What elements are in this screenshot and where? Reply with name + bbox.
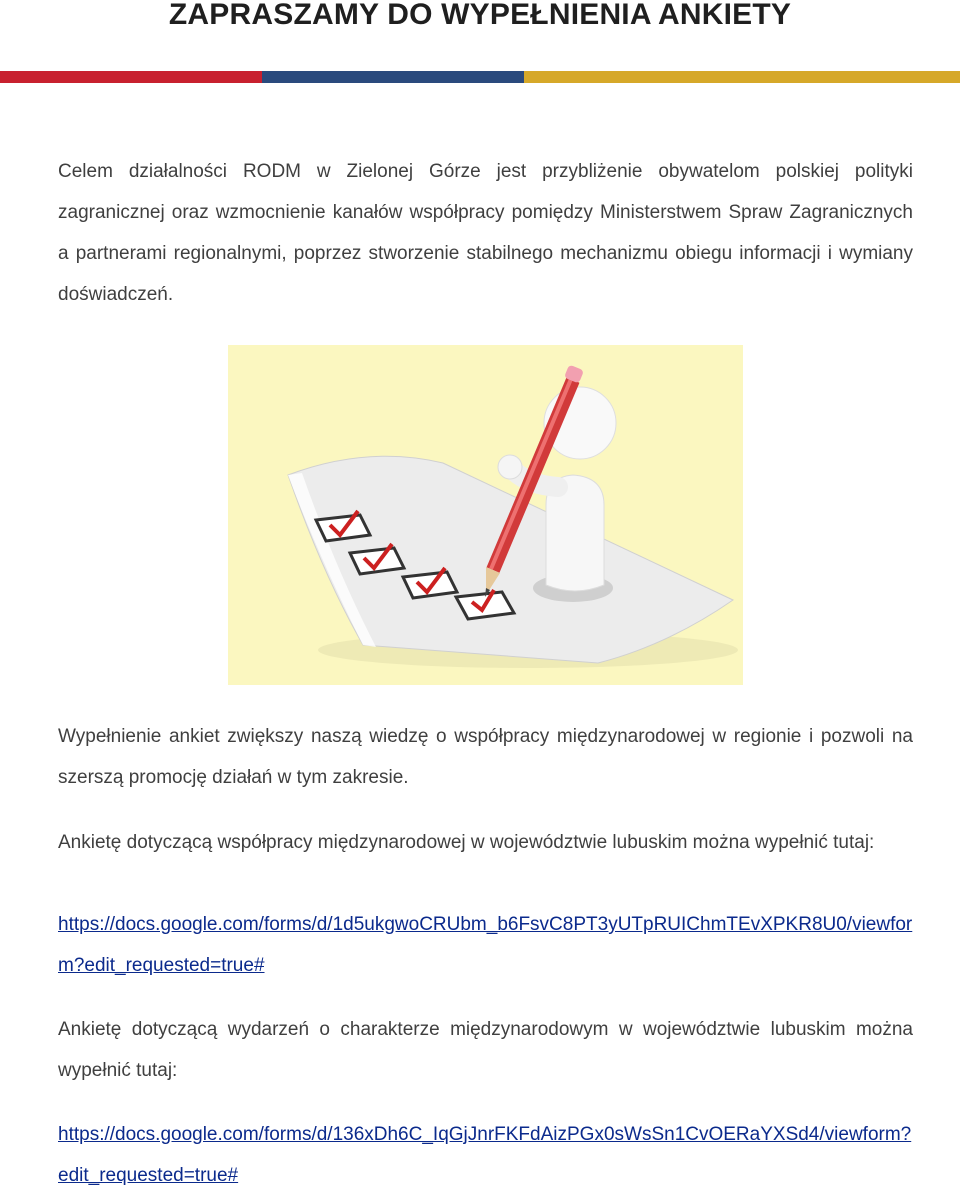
survey2-description: Ankietę dotyczącą wydarzeń o charakterze międzynarodowym w województwie lubuskim można wypełnić tutaj: <box>58 1019 913 1081</box>
header-stripe-red <box>0 71 262 83</box>
survey-illustration <box>228 345 743 685</box>
header-stripe-gold <box>524 71 960 83</box>
survey-benefit-paragraph: Wypełnienie ankiet zwiększy naszą wiedzę o współpracy międzynarodowej w regionie i pozwoli na szerszą promocję działań w tym zakresie. <box>58 726 913 788</box>
page-title: ZAPRASZAMY DO WYPEŁNIENIA ANKIETY <box>168 0 792 31</box>
survey1-description: Ankietę dotyczącą współpracy międzynarodowej w województwie lubuskim można wypełnić tutaj: <box>58 832 875 853</box>
survey2-link[interactable]: https://docs.google.com/forms/d/136xDh6C_IqGjJnrFKFdAizPGx0sWsSn1CvOERaYXSd4/viewform?edit_requested=true# <box>58 1124 912 1186</box>
survey1-link[interactable]: https://docs.google.com/forms/d/1d5ukgwoCRUbm_b6FsvC8PT3yUTpRUIChmTEvXPKR8U0/viewform?edit_requested=true# <box>58 914 913 976</box>
intro-paragraph: Celem działalności RODM w Zielonej Górze jest przybliżenie obywatelom polskiej polityki zagranicznej oraz wzmocnienie kanałów współpracy pomiędzy Ministerstwem Spraw Zagranicznych a partnerami regionalnymi, poprzez stworzenie stabilnego mechanizmu obiegu informacji i wymiany doświadczeń. <box>58 161 913 305</box>
header-stripe-blue <box>262 71 524 83</box>
